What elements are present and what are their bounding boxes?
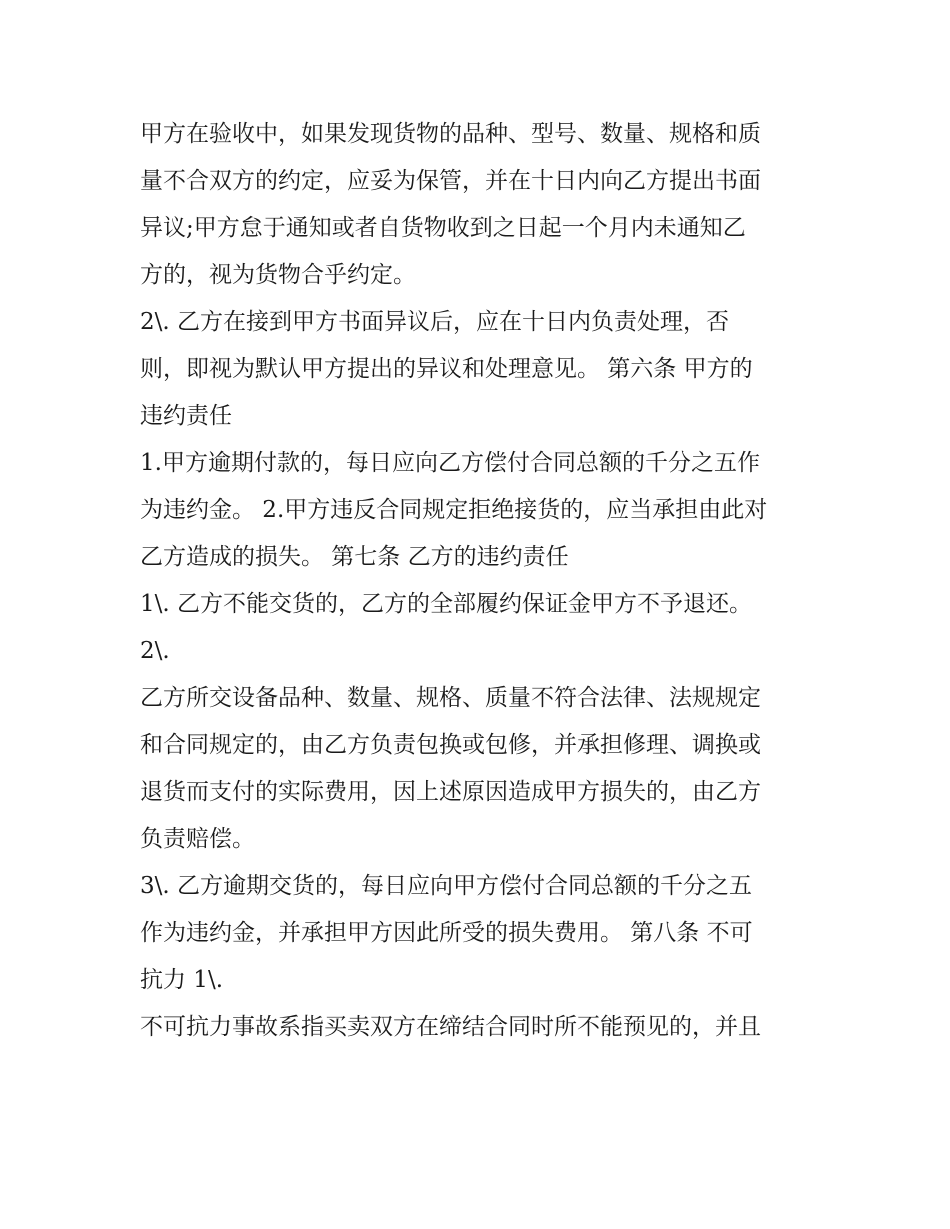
text-line: 乙方造成的损失。 第七条 乙方的违约责任 (140, 544, 569, 570)
text-line: 3\. 乙方逾期交货的，每日应向甲方偿付合同总额的千分之五 (140, 873, 753, 899)
text-line: 2\. 乙方在接到甲方书面异议后，应在十日内负责处理，否 (140, 309, 730, 335)
text-line: 量不合双方的约定，应妥为保管，并在十日内向乙方提出书面 (140, 168, 761, 194)
text-line: 1.甲方逾期付款的，每日应向乙方偿付合同总额的千分之五作 (140, 450, 760, 476)
contract-text (140, 111, 820, 1051)
text-line: 则，即视为默认甲方提出的异议和处理意见。 第六条 甲方的 (140, 356, 753, 382)
text-line: 违约责任 (140, 403, 232, 429)
text-line: 为违约金。 2.甲方违反合同规定拒绝接货的，应当承担由此对 (140, 497, 768, 523)
text-line: 抗力 1\. (140, 967, 224, 993)
text-line: 方的，视为货物合乎约定。 (140, 262, 416, 288)
text-line: 异议;甲方怠于通知或者自货物收到之日起一个月内未通知乙 (140, 215, 746, 241)
text-line: 作为违约金，并承担甲方因此所受的损失费用。 第八条 不可 (140, 920, 753, 946)
text-line: 负责赔偿。 (140, 826, 255, 852)
text-line: 不可抗力事故系指买卖双方在缔结合同时所不能预见的，并且 (140, 1014, 761, 1040)
text-line: 2\. (140, 638, 170, 664)
text-line: 1\. 乙方不能交货的，乙方的全部履约保证金甲方不予退还。 (140, 591, 753, 617)
text-line: 退货而支付的实际费用，因上述原因造成甲方损失的，由乙方 (140, 779, 761, 805)
text-line: 乙方所交设备品种、数量、规格、质量不符合法律、法规规定 (140, 685, 761, 711)
text-line: 甲方在验收中，如果发现货物的品种、型号、数量、规格和质 (140, 121, 761, 147)
text-line: 和合同规定的，由乙方负责包换或包修，并承担修理、调换或 (140, 732, 761, 758)
